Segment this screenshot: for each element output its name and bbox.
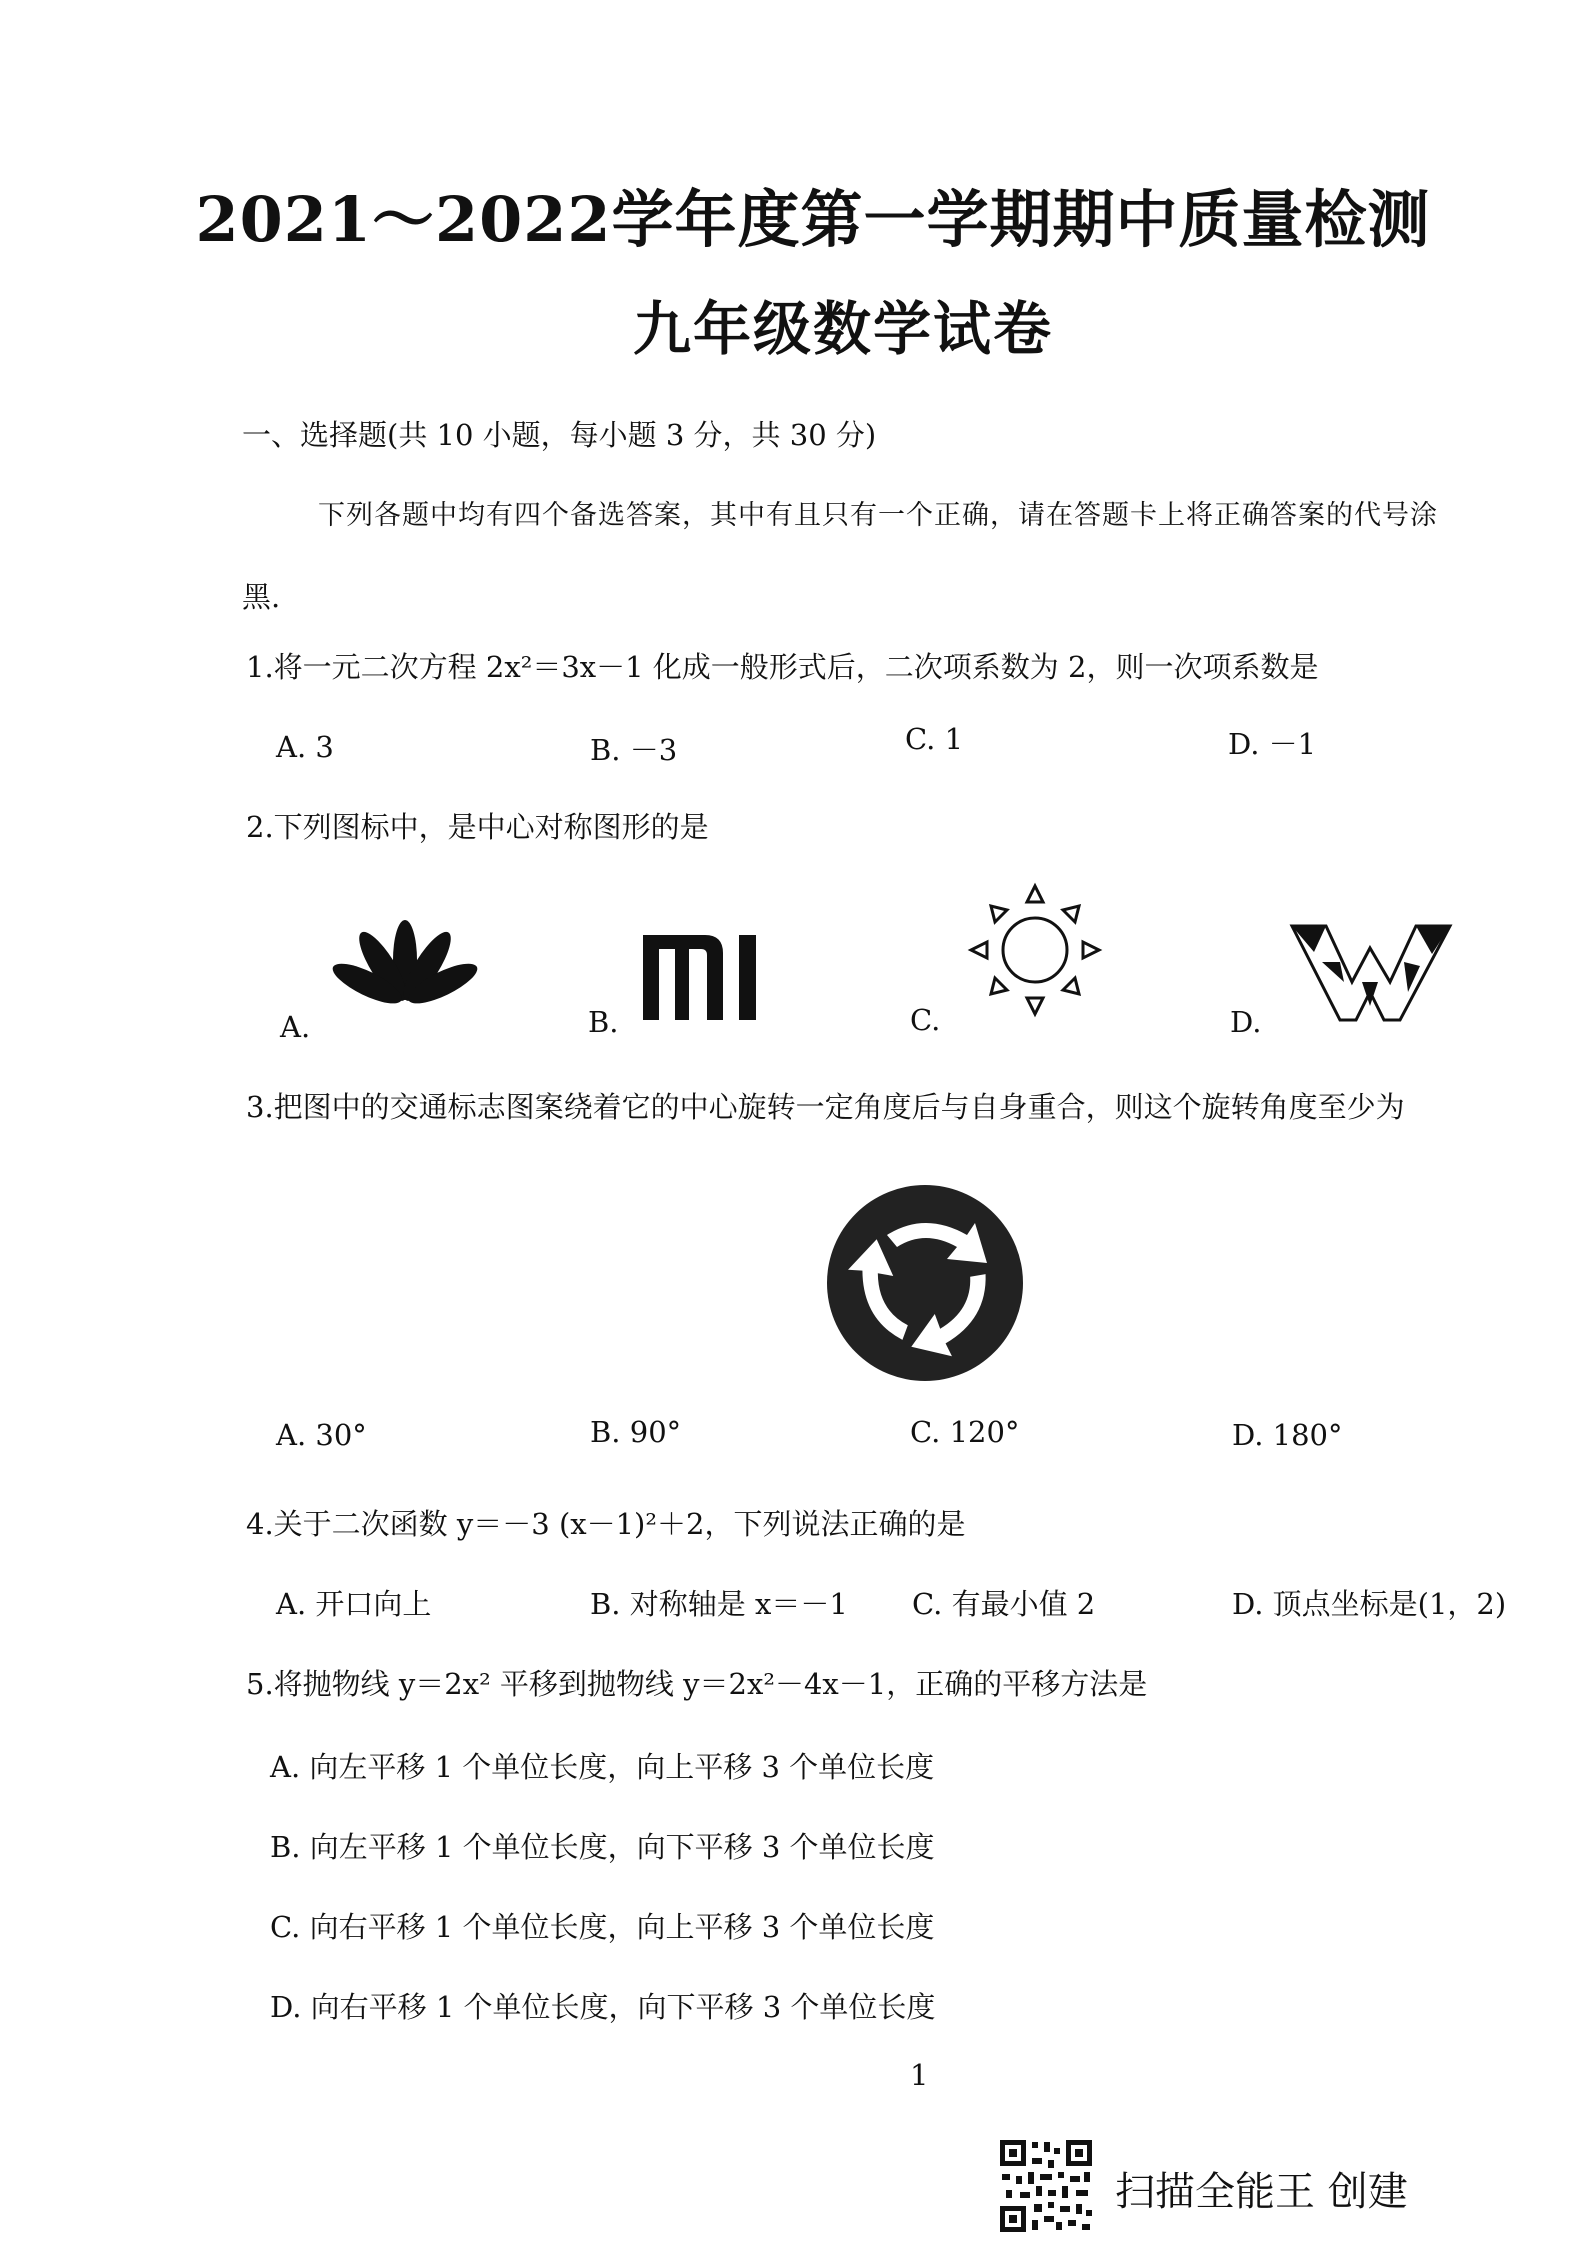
question-4-option-d: D. 顶点坐标是(1，2) <box>1232 1587 1507 1621</box>
question-4-stem: 4.关于二次函数 y＝－3 (x－1)²＋2，下列说法正确的是 <box>246 1507 966 1541</box>
question-1-option-b: B. －3 <box>590 733 678 767</box>
petal-fan-logo-icon <box>335 920 475 1020</box>
question-3-option-d: D. 180° <box>1232 1418 1343 1452</box>
page-number: 1 <box>910 2058 929 2092</box>
question-5-option-c: C. 向右平移 1 个单位长度，向上平移 3 个单位长度 <box>270 1910 935 1944</box>
section-heading: 一、选择题(共 10 小题，每小题 3 分，共 30 分) <box>242 418 877 452</box>
scanner-watermark: 扫描全能王 创建 <box>1115 2169 1408 2215</box>
question-1-option-a: A. 3 <box>276 730 334 764</box>
mi-logo-icon <box>643 935 763 1020</box>
question-5-option-b: B. 向左平移 1 个单位长度，向下平移 3 个单位长度 <box>270 1830 935 1864</box>
question-2-option-c: C. <box>910 1003 941 1037</box>
exam-subtitle: 九年级数学试卷 <box>632 295 1053 363</box>
question-5-option-d: D. 向右平移 1 个单位长度，向下平移 3 个单位长度 <box>270 1990 936 2024</box>
roundabout-sign-icon <box>825 1183 1025 1383</box>
exam-title: 2021～2022学年度第一学期期中质量检测 <box>195 183 1431 256</box>
question-1-option-c: C. 1 <box>905 722 964 756</box>
question-4-option-c: C. 有最小值 2 <box>912 1587 1096 1621</box>
question-1-stem: 1.将一元二次方程 2x²＝3x－1 化成一般形式后，二次项系数为 2，则一次项系数是 <box>246 650 1319 684</box>
question-4-option-a: A. 开口向上 <box>276 1587 432 1621</box>
question-1-option-d: D. －1 <box>1228 727 1317 761</box>
question-4-option-b: B. 对称轴是 x＝－1 <box>590 1587 848 1621</box>
qr-code-icon <box>998 2138 1094 2234</box>
question-2-stem: 2.下列图标中，是中心对称图形的是 <box>246 810 709 844</box>
question-3-option-a: A. 30° <box>276 1418 367 1452</box>
question-3-stem: 3.把图中的交通标志图案绕着它的中心旋转一定角度后与自身重合，则这个旋转角度至少为 <box>246 1090 1405 1124</box>
question-2-option-a: A. <box>280 1010 311 1044</box>
section-instruction-cont: 黑. <box>242 580 281 614</box>
question-5-option-a: A. 向左平移 1 个单位长度，向上平移 3 个单位长度 <box>270 1750 935 1784</box>
w-logo-icon <box>1292 922 1452 1022</box>
section-instruction: 下列各题中均有四个备选答案，其中有且只有一个正确，请在答题卡上将正确答案的代号涂 <box>318 500 1438 531</box>
question-3-option-b: B. 90° <box>590 1415 682 1449</box>
sun-icon <box>965 880 1105 1020</box>
question-2-option-d: D. <box>1230 1005 1262 1039</box>
question-2-option-b: B. <box>588 1005 619 1039</box>
question-5-stem: 5.将抛物线 y＝2x² 平移到抛物线 y＝2x²－4x－1，正确的平移方法是 <box>246 1667 1148 1701</box>
question-3-option-c: C. 120° <box>910 1415 1020 1449</box>
